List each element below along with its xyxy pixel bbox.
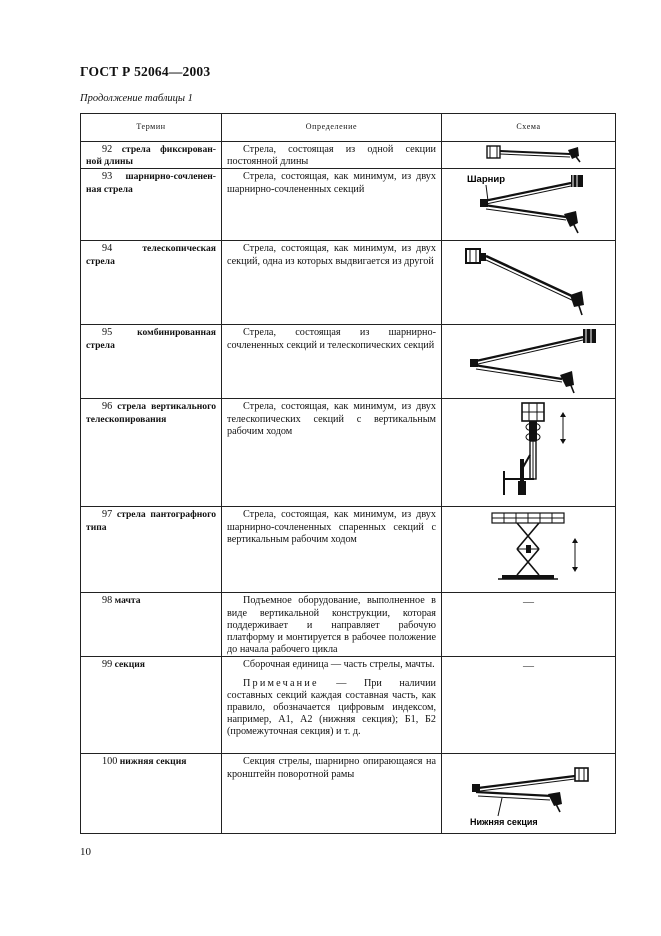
definition-cell bbox=[222, 399, 442, 507]
terms-table bbox=[80, 113, 616, 834]
articulated-boom-diagram bbox=[442, 169, 614, 239]
definition-cell bbox=[222, 241, 442, 325]
term-number: 99 bbox=[102, 659, 113, 671]
term-number: 100 bbox=[102, 756, 118, 768]
scheme-dash: — bbox=[523, 660, 534, 673]
term-cell bbox=[81, 593, 222, 657]
definition-text: Стрела, состоящая из одной секции постоянной длины bbox=[227, 144, 436, 168]
scheme-cell bbox=[442, 593, 616, 657]
term-cell bbox=[81, 241, 222, 325]
term-number: 92 bbox=[102, 144, 113, 155]
column-header-term: Термин bbox=[81, 114, 222, 142]
table-row bbox=[81, 754, 616, 834]
term-number: 97 bbox=[102, 509, 113, 521]
term-cell bbox=[81, 169, 222, 241]
table-row bbox=[81, 593, 616, 657]
table-row bbox=[81, 241, 616, 325]
definition-cell bbox=[222, 142, 442, 169]
definition-cell bbox=[222, 507, 442, 593]
definition-text: Стрела, состоящая, как минимум, из двух секций, одна из которых выдвигается из другой bbox=[227, 243, 436, 267]
scheme-cell bbox=[442, 169, 616, 241]
table-row bbox=[81, 142, 616, 169]
term-cell bbox=[81, 754, 222, 834]
table-row bbox=[81, 399, 616, 507]
definition-cell bbox=[222, 593, 442, 657]
term-name: нижняя секция bbox=[119, 756, 187, 768]
definition-text: Стрела, состоящая, как минимум, из двух телескопических секций с вертикальным рабочим ходом bbox=[227, 401, 436, 437]
scheme-cell bbox=[442, 325, 616, 399]
table-continuation-caption: Продолжение таблицы 1 bbox=[80, 93, 193, 104]
hinge-label: Шарнир bbox=[467, 174, 506, 186]
table-row bbox=[81, 169, 616, 241]
term-number: 98 bbox=[102, 595, 113, 607]
term-cell bbox=[81, 399, 222, 507]
term-name: комбинированная стрела bbox=[86, 327, 216, 351]
lower-section-diagram bbox=[442, 754, 614, 832]
vertical-telescopic-diagram bbox=[442, 399, 614, 505]
page-number: 10 bbox=[80, 846, 91, 858]
term-cell bbox=[81, 657, 222, 754]
definition-text: Секция стрелы, шарнирно опирающаяся на кронштейн поворотной рамы bbox=[227, 756, 436, 780]
scheme-cell bbox=[442, 399, 616, 507]
term-cell bbox=[81, 507, 222, 593]
scheme-cell bbox=[442, 657, 616, 754]
column-header-scheme: Схема bbox=[442, 114, 616, 142]
definition-text: Стрела, состоящая из шарнирно-сочлененных секций и телескопических секций bbox=[227, 327, 436, 351]
scheme-dash: — bbox=[523, 596, 534, 609]
scheme-cell bbox=[442, 241, 616, 325]
term-name: стрела пантографного типа bbox=[86, 509, 216, 533]
table-header-row bbox=[81, 114, 616, 142]
term-name: секция bbox=[114, 659, 146, 671]
scheme-cell bbox=[442, 754, 616, 834]
term-cell bbox=[81, 142, 222, 169]
term-name: шарнирно-сочленен-ная стрела bbox=[86, 171, 216, 195]
definition-cell bbox=[222, 657, 442, 754]
definition-text: Подъемное оборудование, выполненное в виде вертикальной конструкции, которая поддерживает и направляет рабочую платформу и монтируется в рабочее положение до начала рабочего цикла bbox=[227, 595, 436, 656]
table-row bbox=[81, 507, 616, 593]
definition-text: Сборочная единица — часть стрелы, мачты. bbox=[243, 659, 435, 671]
document-title: ГОСТ Р 52064—2003 bbox=[80, 64, 211, 79]
definition-text: Стрела, состоящая, как минимум, из двух шарнирно-сочлененных секций bbox=[227, 171, 436, 195]
term-number: 96 bbox=[102, 401, 113, 413]
combined-boom-diagram bbox=[442, 325, 614, 397]
term-number: 95 bbox=[102, 327, 113, 339]
term-name: мачта bbox=[114, 595, 141, 607]
table-row bbox=[81, 325, 616, 399]
definition-cell bbox=[222, 169, 442, 241]
column-header-definition: Определение bbox=[222, 114, 442, 142]
table-row bbox=[81, 657, 616, 754]
term-name: телескопическая стрела bbox=[86, 243, 216, 267]
telescopic-boom-diagram bbox=[442, 241, 614, 323]
definition-note bbox=[227, 678, 436, 739]
lower-section-label: Нижняя секция bbox=[470, 817, 538, 828]
term-number: 93 bbox=[102, 171, 113, 183]
definition-cell bbox=[222, 754, 442, 834]
term-name: стрела вертикального телескопирования bbox=[86, 401, 216, 425]
pantograph-diagram bbox=[442, 507, 614, 591]
definition-cell bbox=[222, 325, 442, 399]
scheme-cell bbox=[442, 507, 616, 593]
term-number: 94 bbox=[102, 243, 113, 255]
note-text: — При наличии составных секций каждая составная часть, как правило, обозначается цифровым индексом, например, А1, А2 (нижняя секция); Б1, Б2 (промежуточная секция) и т. д. bbox=[227, 677, 436, 738]
term-name: стрела фиксирован-ной длины bbox=[86, 144, 216, 168]
note-label: Примечание bbox=[243, 677, 319, 689]
scheme-cell bbox=[442, 142, 616, 169]
term-cell bbox=[81, 325, 222, 399]
fixed-boom-diagram bbox=[442, 142, 614, 168]
definition-text: Стрела, состоящая, как минимум, из двух шарнирно-сочлененных спаренных секций с вертикальным рабочим ходом bbox=[227, 509, 436, 545]
